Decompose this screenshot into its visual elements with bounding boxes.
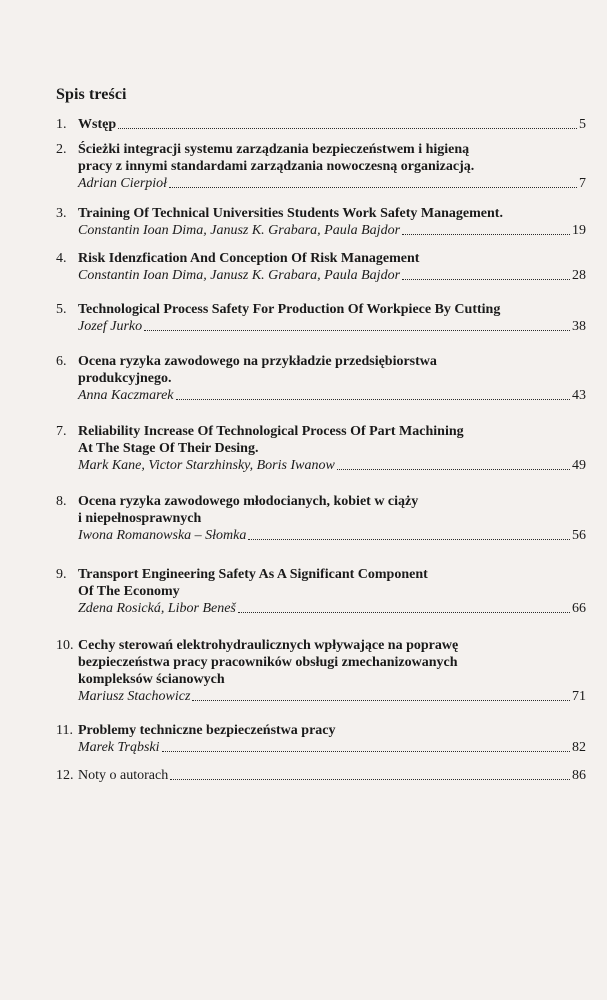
toc-entry xyxy=(56,722,586,756)
entry-page-number: 28 xyxy=(572,268,586,283)
entry-number: 5. xyxy=(56,302,67,317)
entry-title-line: Reliability Increase Of Technological Process Of Part Machining xyxy=(78,424,464,439)
toc-title: Spis treści xyxy=(56,86,127,103)
entry-leader-row xyxy=(78,688,586,705)
entry-page-number: 82 xyxy=(572,740,586,755)
entry-body xyxy=(78,301,586,335)
entry-title-line: Ocena ryzyka zawodowego na przykładzie przedsiębiorstwa xyxy=(78,354,437,369)
entry-leader-row xyxy=(78,222,586,239)
entry-leader-row xyxy=(78,318,586,335)
dot-leader xyxy=(176,399,570,400)
entry-number: 11. xyxy=(56,723,73,738)
entry-title-line: bezpieczeństwa pracy pracowników obsługi zmechanizowanych xyxy=(78,655,458,670)
entry-number: 10. xyxy=(56,638,74,653)
entry-title-line: Cechy sterowań elektrohydraulicznych wpływające na poprawę xyxy=(78,638,459,653)
entry-body xyxy=(78,423,586,474)
entry-number: 6. xyxy=(56,354,67,369)
toc-entry xyxy=(56,141,586,192)
entry-authors: Mariusz Stachowicz xyxy=(78,689,191,704)
entry-title: Noty o autorach xyxy=(78,768,169,783)
entry-title-line: Ocena ryzyka zawodowego młodocianych, kobiet w ciąży xyxy=(78,494,419,509)
entry-title: Wstęp xyxy=(78,117,117,132)
dot-leader xyxy=(169,187,577,188)
entry-title-line: i niepełnosprawnych xyxy=(78,511,202,526)
entry-number: 4. xyxy=(56,251,67,266)
entry-leader-row xyxy=(78,527,586,544)
dot-leader xyxy=(162,751,570,752)
dot-leader xyxy=(337,469,570,470)
entry-number: 7. xyxy=(56,424,67,439)
entry-leader-row xyxy=(78,600,586,617)
dot-leader xyxy=(402,234,570,235)
dot-leader xyxy=(118,128,577,129)
toc-entry xyxy=(56,250,586,284)
entry-leader-row xyxy=(78,175,586,192)
entry-authors: Jozef Jurko xyxy=(78,319,143,334)
entry-number: 12. xyxy=(56,768,74,783)
entry-leader-row xyxy=(78,457,586,474)
entry-title-line: At The Stage Of Their Desing. xyxy=(78,441,259,456)
entry-authors: Adrian Cierpioł xyxy=(78,176,168,191)
entry-authors: Anna Kaczmarek xyxy=(78,388,174,403)
toc-entry xyxy=(56,566,586,617)
toc-entry xyxy=(56,423,586,474)
entry-body xyxy=(78,116,586,133)
entry-title-line: Risk Idenzfication And Conception Of Risk Management xyxy=(78,251,420,266)
entry-title-line: Technological Process Safety For Production Of Workpiece By Cutting xyxy=(78,302,501,317)
entry-page-number: 43 xyxy=(572,388,586,403)
toc-entry xyxy=(56,205,586,239)
entry-body xyxy=(78,722,586,756)
entry-body xyxy=(78,250,586,284)
entry-body xyxy=(78,566,586,617)
entry-title-line: pracy z innymi standardami zarządzania nowoczesną organizacją. xyxy=(78,159,475,174)
entry-leader-row xyxy=(78,767,586,784)
entry-title-line: Transport Engineering Safety As A Significant Component xyxy=(78,567,428,582)
entry-page-number: 71 xyxy=(572,689,586,704)
entry-number: 8. xyxy=(56,494,67,509)
entry-leader-row xyxy=(78,387,586,404)
entry-body xyxy=(78,493,586,544)
entry-authors: Constantin Ioan Dima, Janusz K. Grabara, Paula Bajdor xyxy=(78,268,401,283)
entry-body xyxy=(78,767,586,784)
entry-number: 9. xyxy=(56,567,67,582)
toc-entry xyxy=(56,353,586,404)
entry-body xyxy=(78,141,586,192)
toc-entry xyxy=(56,637,586,705)
entry-leader-row xyxy=(78,116,586,133)
entry-authors: Marek Trąbski xyxy=(78,740,160,755)
entry-title-line: Ścieżki integracji systemu zarządzania bezpieczeństwem i higieną xyxy=(78,142,470,157)
toc-entry xyxy=(56,493,586,544)
entry-body xyxy=(78,353,586,404)
entry-page-number: 19 xyxy=(572,223,586,238)
entry-leader-row xyxy=(78,739,586,756)
entry-body xyxy=(78,205,586,239)
dot-leader xyxy=(192,700,570,701)
entry-page-number: 49 xyxy=(572,458,586,473)
entry-page-number: 86 xyxy=(572,768,586,783)
entry-authors: Constantin Ioan Dima, Janusz K. Grabara, Paula Bajdor xyxy=(78,223,401,238)
dot-leader xyxy=(144,330,570,331)
entry-number: 3. xyxy=(56,206,67,221)
entry-page-number: 5 xyxy=(579,117,586,132)
entry-number: 1. xyxy=(56,117,67,132)
dot-leader xyxy=(402,279,570,280)
entry-title-line: Of The Economy xyxy=(78,584,180,599)
entry-number: 2. xyxy=(56,142,67,157)
entry-page-number: 38 xyxy=(572,319,586,334)
entry-authors: Mark Kane, Victor Starzhinsky, Boris Iwanow xyxy=(78,458,335,473)
entry-page-number: 56 xyxy=(572,528,586,543)
toc-entry xyxy=(56,767,586,784)
entry-leader-row xyxy=(78,267,586,284)
entry-page-number: 66 xyxy=(572,601,586,616)
toc-entry xyxy=(56,301,586,335)
entry-authors: Iwona Romanowska – Słomka xyxy=(78,528,247,543)
dot-leader xyxy=(248,539,570,540)
dot-leader xyxy=(238,612,570,613)
dot-leader xyxy=(170,779,570,780)
entry-body xyxy=(78,637,586,705)
entry-title-line: Training Of Technical Universities Students Work Safety Management. xyxy=(78,206,503,221)
entry-title-line: Problemy techniczne bezpieczeństwa pracy xyxy=(78,723,336,738)
entry-title-line: kompleksów ścianowych xyxy=(78,672,225,687)
entry-authors: Zdena Rosická, Libor Beneš xyxy=(78,601,236,616)
entry-page-number: 7 xyxy=(579,176,586,191)
toc-entry xyxy=(56,116,586,133)
entry-title-line: produkcyjnego. xyxy=(78,371,172,386)
